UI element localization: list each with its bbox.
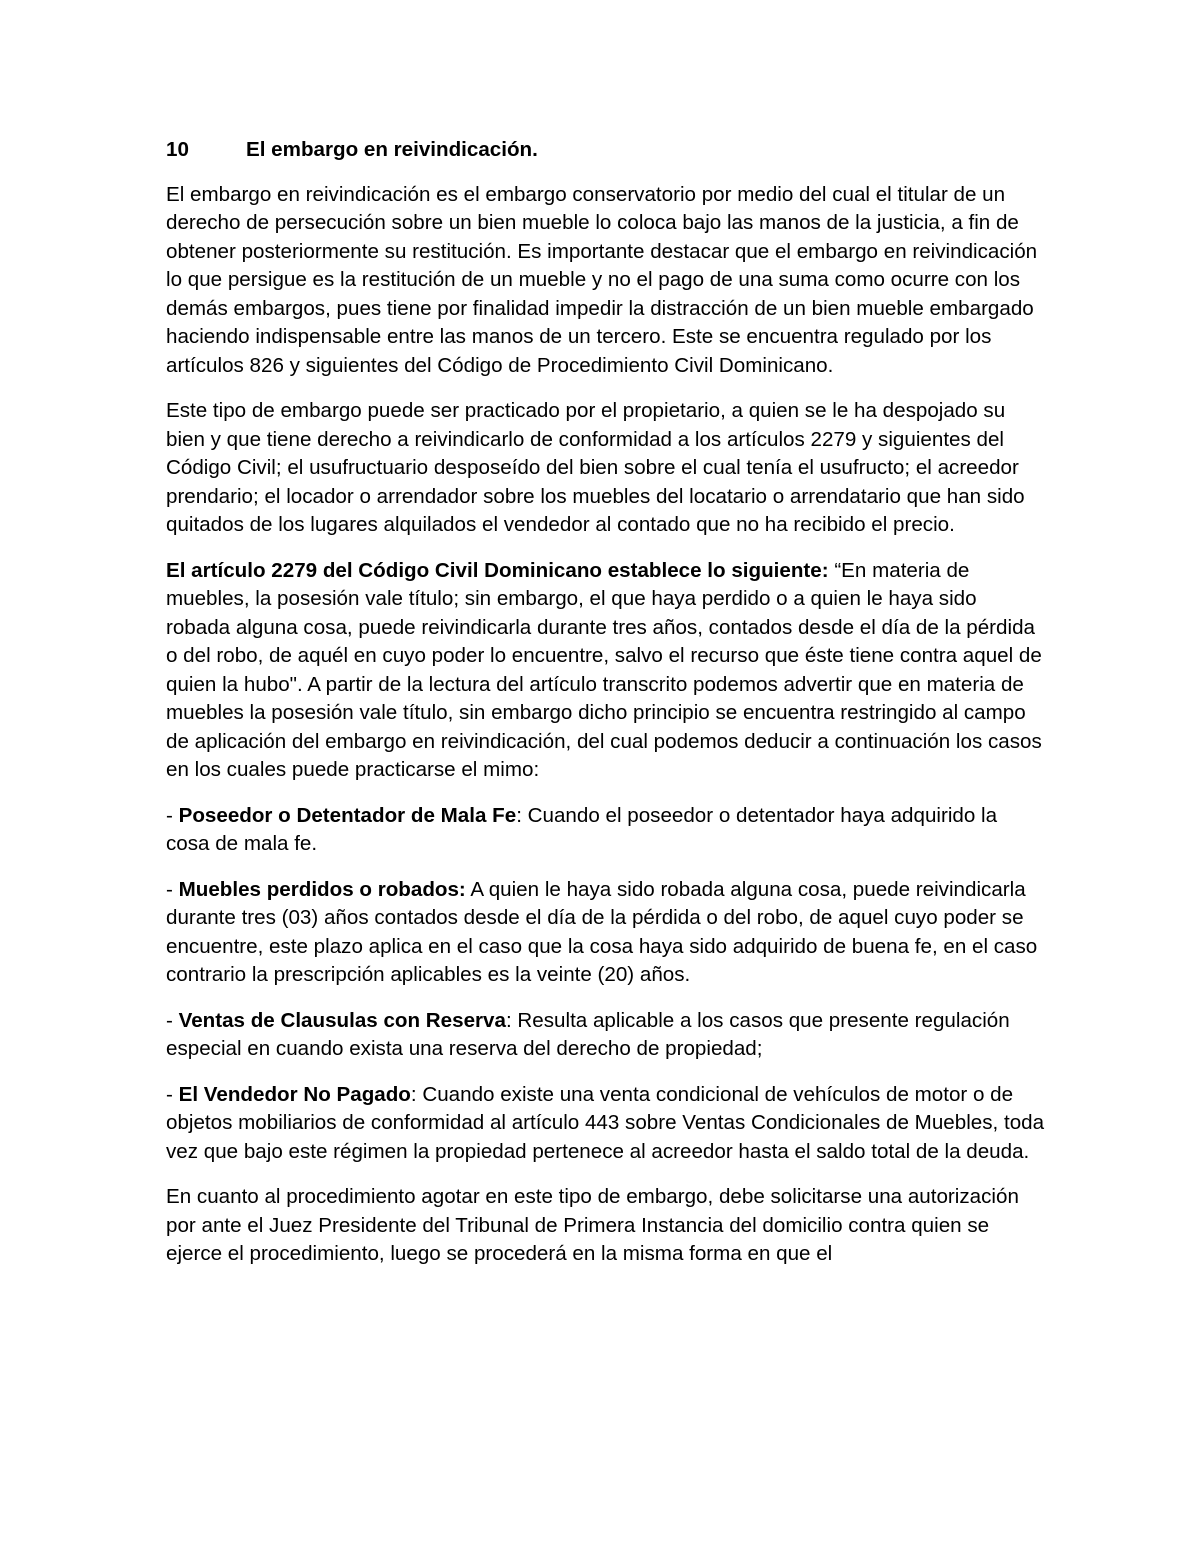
paragraph-article-2279 [166,557,1046,785]
case-item [166,876,1046,990]
case-text: : Cuando existe una venta condicional de vehículos de motor o de objetos mobiliarios de conformidad al artículo 443 sobre Ventas Condicionales de Muebles, toda vez que bajo este régimen la propiedad pertenece al acreedor hasta el saldo total de la deuda. [166,1082,1045,1163]
paragraph-who-may-practice: Este tipo de embargo puede ser practicado por el propietario, a quien se le ha despojado su bien y que tiene derecho a reivindicarlo de conformidad a los artículos 2279 y siguientes del Código Civil; el usufructuario desposeído del bien sobre el cual tenía el usufructo; el acreedor prendario; el locador o arrendador sobre los muebles del locatario o arrendatario que han sido quitados de los lugares alquilados el vendedor al contado que no ha recibido el precio. [166,399,1025,536]
document-body [166,136,1046,1286]
paragraph-procedure: En cuanto al procedimiento agotar en este tipo de embargo, debe solicitarse una autorización por ante el Juez Presidente del Tribunal de Primera Instancia del domicilio contra quien se ejerce el procedimiento, luego se procederá en la misma forma en que el [166,1185,1019,1265]
case-term: Muebles perdidos o robados: [178,877,466,901]
case-dash: - [166,1082,179,1106]
case-term: Poseedor o Detentador de Mala Fe [178,803,517,827]
section-number: 10 [166,138,189,161]
case-item [166,802,1046,859]
case-dash: - [166,803,179,827]
section-heading [166,136,1046,165]
article-2279-lead: El artículo 2279 del Código Civil Dominicano establece lo siguiente: [166,558,829,582]
case-term: Ventas de Clausulas con Reserva [178,1008,506,1032]
case-term: El Vendedor No Pagado [178,1082,411,1106]
case-text: : Resulta aplicable a los casos que presente regulación especial en cuando exista una reserva del derecho de propiedad; [166,1008,1010,1060]
case-dash: - [166,877,179,901]
case-dash: - [166,1008,179,1032]
case-text: : Cuando el poseedor o detentador haya adquirido la cosa de mala fe. [166,803,998,855]
case-item [166,1081,1046,1167]
section-title: El embargo en reivindicación. [246,138,538,161]
case-text: A quien le haya sido robada alguna cosa, puede reivindicarla durante tres (03) años contados desde el día de la pérdida o del robo, de aquel cuyo poder se encuentre, este plazo aplica en el caso que la cosa haya sido adquirido de buena fe, en el caso contrario la prescripción aplicables es la veinte (20) años. [166,877,1038,986]
article-2279-text: “En materia de muebles, la posesión vale título; sin embargo, el que haya perdido o a quien le haya sido robada alguna cosa, puede reivindicarla durante tres años, contados desde el día de la pérdida o del robo, de aquél en cuyo poder lo encuentre, salvo el recurso que éste tiene contra aquel de quien la hubo". A partir de la lectura del artículo transcrito podemos advertir que en materia de muebles la posesión vale título, sin embargo dicho principio se encuentra restringido al campo de aplicación del embargo en reivindicación, del cual podemos deducir a continuación los casos en los cuales puede practicarse el mimo: [166,558,1042,781]
case-item [166,1007,1046,1064]
paragraph-definition: El embargo en reivindicación es el embargo conservatorio por medio del cual el titular de un derecho de persecución sobre un bien mueble lo coloca bajo las manos de la justicia, a fin de obtener posteriormente su restitución. Es importante destacar que el embargo en reivindicación lo que persigue es la restitución de un mueble y no el pago de una suma como ocurre con los demás embargos, pues tiene por finalidad impedir la distracción de un bien mueble embargado haciendo indispensable entre las manos de un tercero. Este se encuentra regulado por los artículos 826 y siguientes del Código de Procedimiento Civil Dominicano. [166,182,1038,377]
